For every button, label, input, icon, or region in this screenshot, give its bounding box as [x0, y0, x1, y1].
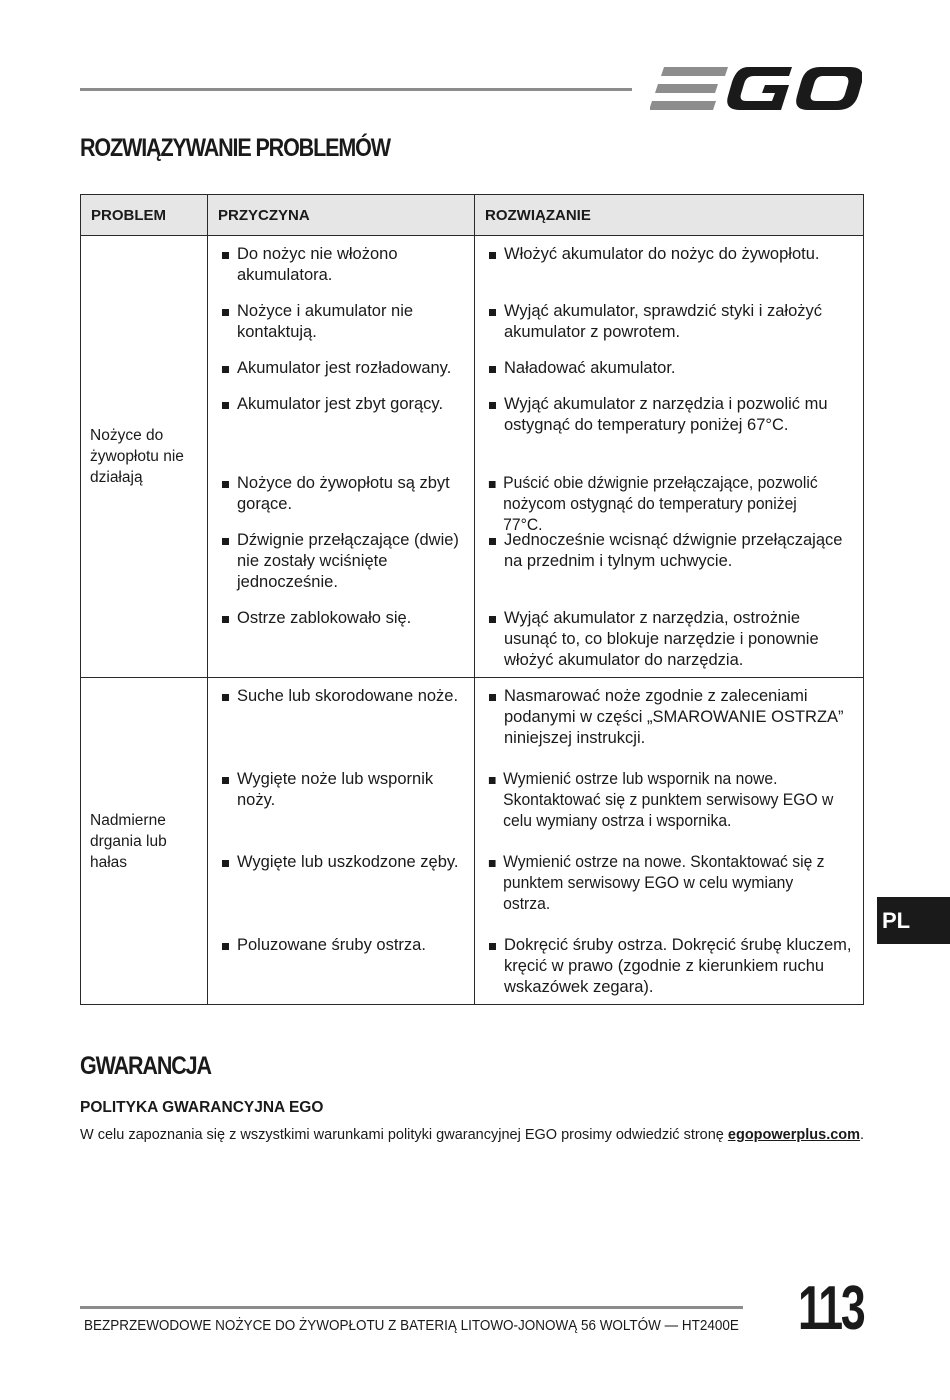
table-row	[81, 236, 864, 678]
header-problem: PROBLEM	[81, 195, 208, 236]
logo-go-letters	[727, 67, 862, 110]
troubleshooting-table	[80, 194, 864, 1005]
solution-list	[475, 678, 864, 1005]
cause-list	[208, 236, 475, 678]
warranty-title: GWARANCJA	[80, 1052, 211, 1080]
cause-item: Dźwignie przełączające (dwie) nie zostały wciśnięte jednocześnie.	[220, 530, 464, 593]
footer-title: BEZPRZEWODOWE NOŻYCE DO ŻYWOPŁOTU Z BATERIĄ LITOWO-JONOWĄ 56 WOLTÓW — HT2400E	[84, 1318, 739, 1334]
logo-e-letter	[650, 67, 728, 110]
cause-item: Nożyce do żywopłotu są zbyt gorące.	[220, 473, 464, 515]
solution-item: Nasmarować noże zgodnie z zaleceniami podanymi w części „SMAROWANIE OSTRZA” niniejszej instrukcji.	[487, 686, 853, 749]
cause-item: Wygięte noże lub wspornik noży.	[220, 769, 464, 832]
solution-item: Wymienić ostrze na nowe. Skontaktować się z punktem serwisowy EGO w celu wymiany ostrza.	[487, 852, 835, 915]
language-tab: PL	[877, 897, 950, 944]
warranty-text	[80, 1127, 880, 1143]
solution-item: Jednocześnie wcisnąć dźwignie przełączające na przednim i tylnym uchwycie.	[487, 530, 853, 593]
solution-item: Wyjąć akumulator z narzędzia, ostrożnie usunąć to, co blokuje narzędzie i ponownie włożyć akumulator do narzędzia.	[487, 608, 853, 671]
cause-item: Poluzowane śruby ostrza.	[220, 935, 464, 998]
cause-item: Wygięte lub uszkodzone zęby.	[220, 852, 464, 915]
header-rule	[80, 88, 632, 91]
cause-item: Akumulator jest zbyt gorący.	[220, 394, 464, 415]
warranty-period: .	[860, 1127, 865, 1143]
warranty-subtitle: POLITYKA GWARANCYJNA EGO	[80, 1099, 324, 1116]
solution-item: Włożyć akumulator do nożyc do żywopłotu.	[487, 244, 853, 286]
solution-list	[475, 236, 864, 678]
problem-cell: Nożyce do żywopłotu nie działają	[81, 236, 208, 678]
solution-item: Wyjąć akumulator, sprawdzić styki i założyć akumulator z powrotem.	[487, 301, 853, 343]
cause-item: Do nożyc nie włożono akumulatora.	[220, 244, 464, 286]
cause-item: Ostrze zablokowało się.	[220, 608, 464, 629]
cause-item: Akumulator jest rozładowany.	[220, 358, 464, 379]
ego-logo	[650, 64, 862, 114]
solution-item: Wyjąć akumulator z narzędzia i pozwolić mu ostygnąć do temperatury poniżej 67°C.	[487, 394, 853, 436]
table-header-row	[81, 195, 864, 236]
solution-item: Puścić obie dźwignie przełączające, pozwolić nożycom ostygnąć do temperatury poniżej 77°C.	[487, 473, 835, 515]
cause-item: Nożyce i akumulator nie kontaktują.	[220, 301, 464, 343]
cause-list	[208, 678, 475, 1005]
solution-item: Naładować akumulator.	[487, 358, 853, 379]
table-row	[81, 678, 864, 1005]
header-solution: ROZWIĄZANIE	[475, 195, 864, 236]
troubleshooting-title: ROZWIĄZYWANIE PROBLEMÓW	[80, 134, 390, 162]
header-cause: PRZYCZYNA	[208, 195, 475, 236]
cause-item: Suche lub skorodowane noże.	[220, 686, 464, 749]
warranty-link[interactable]: egopowerplus.com	[727, 1127, 861, 1143]
solution-item: Wymienić ostrze lub wspornik na nowe. Skontaktować się z punktem serwisowy EGO w celu wymiany ostrza i wspornika.	[487, 769, 835, 832]
problem-cell: Nadmierne drgania lub hałas	[81, 678, 208, 1005]
footer-rule	[80, 1306, 743, 1309]
warranty-body: W celu zapoznania się z wszystkimi warunkami polityki gwarancyjnej EGO prosimy odwiedzić stronę	[80, 1127, 728, 1143]
page-number: 113	[798, 1274, 864, 1343]
solution-item: Dokręcić śruby ostrza. Dokręcić śrubę kluczem, kręcić w prawo (zgodnie z kierunkiem ruchu wskazówek zegara).	[487, 935, 853, 998]
